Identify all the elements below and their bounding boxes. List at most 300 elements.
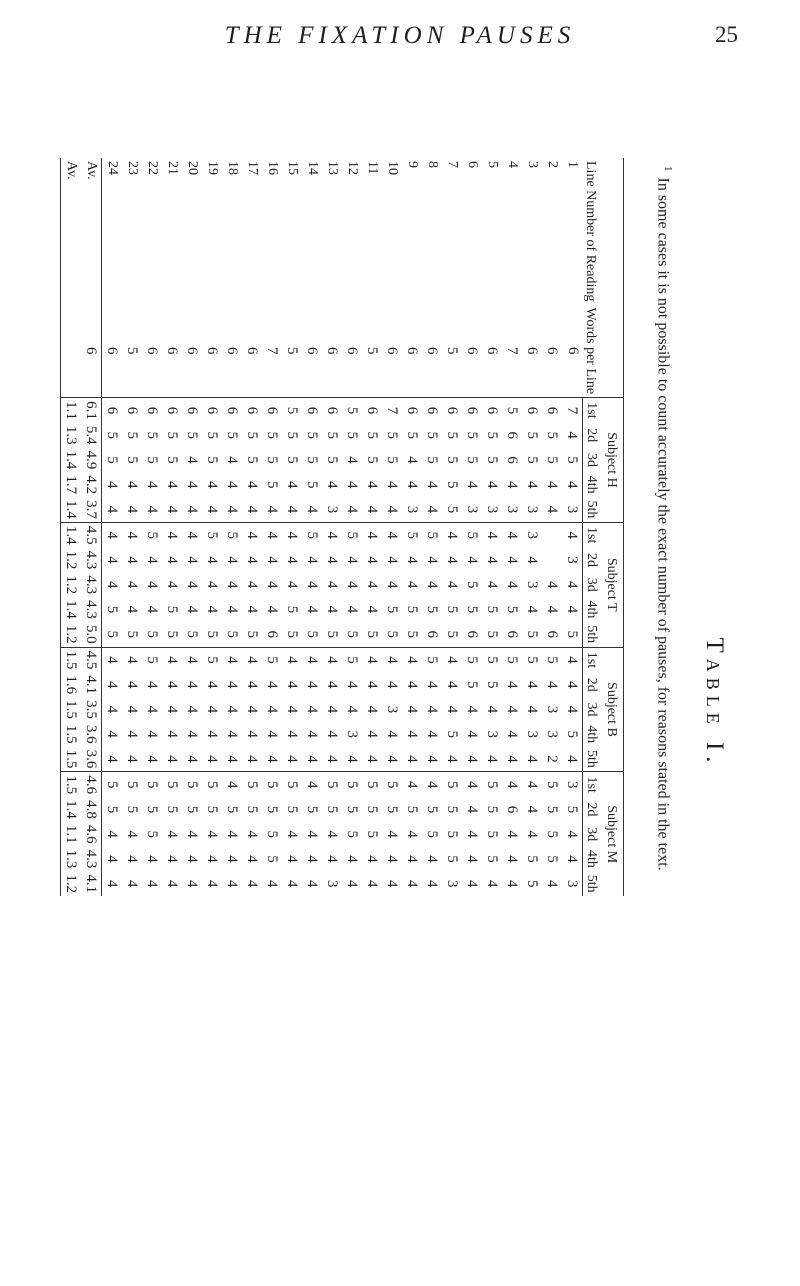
pause-count: 4: [444, 755, 461, 763]
line-number: 21: [165, 161, 180, 175]
pause-count: 6: [122, 398, 142, 423]
line-number: 17: [245, 161, 260, 175]
col-header-reading: 1st: [583, 647, 604, 672]
words-per-line: 6: [144, 346, 161, 355]
pause-count: 5: [464, 680, 481, 689]
pause-count: 5: [284, 431, 301, 439]
pause-count: 4: [124, 855, 141, 863]
pause-count: 4: [284, 580, 301, 589]
pause-count: 5: [524, 456, 541, 464]
pause-count: 4: [224, 505, 241, 514]
pause-count: 5: [244, 630, 261, 638]
average-value: 4.2: [81, 472, 102, 497]
pause-count: 4: [504, 730, 521, 738]
words-per-line: 6: [484, 346, 501, 355]
pause-count: 4: [302, 772, 322, 797]
pause-count: 5: [564, 456, 581, 464]
pause-count: 4: [324, 580, 341, 589]
pause-count: 5: [284, 630, 301, 638]
line-number: 22: [145, 161, 160, 175]
pause-count: 5: [462, 647, 482, 672]
pause-count: 4: [564, 580, 581, 589]
pause-count: 4: [364, 480, 381, 489]
pause-count: 5: [124, 630, 141, 638]
pause-count: 4: [344, 879, 361, 888]
pause-count: 4: [544, 680, 561, 689]
pause-count: 4: [344, 855, 361, 863]
pause-count: 4: [504, 480, 521, 489]
pause-count: 4: [424, 879, 441, 888]
pause-count: 5: [242, 772, 262, 797]
pause-count: 5: [104, 605, 121, 614]
pause-count: 4: [204, 605, 221, 614]
words-per-line: 7: [264, 346, 281, 355]
pause-count: 5: [144, 630, 161, 638]
pause-count: 4: [324, 605, 341, 614]
pause-count: 4: [424, 480, 441, 489]
col-header-subject: Subject H: [603, 398, 624, 523]
pause-count: 6: [504, 456, 521, 464]
col-header-words: Words per Line: [583, 304, 624, 397]
pause-count: 4: [404, 705, 421, 714]
average-value: 1.2: [61, 871, 82, 896]
pause-count: 4: [124, 705, 141, 714]
pause-count: 6: [504, 805, 521, 814]
pause-count: 4: [502, 772, 522, 797]
pause-count: 5: [384, 456, 401, 464]
pause-count: 5: [544, 431, 561, 439]
pause-count: 4: [124, 480, 141, 489]
pause-count: 5: [264, 456, 281, 464]
pause-count: 4: [364, 505, 381, 514]
pause-count: 3: [524, 505, 541, 514]
pause-count: 4: [424, 755, 441, 763]
col-header-subject: Subject T: [603, 522, 624, 647]
pause-count: 4: [524, 605, 541, 614]
pause-count: 4: [482, 522, 502, 547]
average-value: 3.6: [81, 747, 102, 772]
pause-count: 4: [384, 755, 401, 763]
pause-count: 4: [564, 480, 581, 489]
pause-count: 6: [422, 398, 442, 423]
pause-count: 4: [264, 730, 281, 738]
pause-count: 5: [342, 398, 362, 423]
pause-count: 6: [264, 630, 281, 638]
pause-count: 4: [364, 705, 381, 714]
pause-count: 4: [324, 680, 341, 689]
pause-count: 4: [224, 456, 241, 464]
pause-count: 5: [384, 431, 401, 439]
pause-count: 5: [202, 772, 222, 797]
pause-count: 6: [222, 398, 242, 423]
pause-count: 4: [162, 647, 182, 672]
pause-count: 5: [424, 456, 441, 464]
header-row-subjects: [603, 158, 624, 896]
words-per-line: 6: [464, 346, 481, 355]
table-row: [422, 158, 442, 896]
col-header-reading: 3d: [583, 572, 604, 597]
words-per-line: 6: [164, 346, 181, 355]
pause-count: 3: [544, 730, 561, 738]
pause-count: 3: [564, 556, 581, 564]
pause-count: 5: [424, 830, 441, 838]
pause-count: 4: [224, 580, 241, 589]
line-number: 15: [285, 161, 300, 175]
pause-count: 5: [124, 456, 141, 464]
pause-count: 4: [364, 556, 381, 564]
pause-count: 4: [362, 522, 382, 547]
pause-count: 5: [524, 630, 541, 638]
pause-count: 4: [262, 522, 282, 547]
table-caption: Table I.: [701, 637, 728, 769]
pause-count: 5: [404, 805, 421, 814]
pause-count: 5: [482, 772, 502, 797]
pause-count: 5: [202, 647, 222, 672]
pause-count: 5: [464, 580, 481, 589]
pause-count: 6: [242, 398, 262, 423]
pause-count: 4: [284, 480, 301, 489]
col-header-reading: 1st: [583, 398, 604, 423]
pause-count: 6: [542, 398, 562, 423]
pause-count: 4: [324, 855, 341, 863]
pause-count: 4: [264, 605, 281, 614]
pause-count: [542, 548, 562, 573]
pause-count: 4: [164, 505, 181, 514]
pause-count: 4: [104, 755, 121, 763]
pause-count: 5: [424, 605, 441, 614]
pause-count: 5: [484, 431, 501, 439]
col-header-subject: Subject B: [603, 647, 624, 772]
pause-count: 4: [404, 480, 421, 489]
pause-count: 4: [524, 480, 541, 489]
pause-count: 5: [464, 456, 481, 464]
pause-count: 4: [344, 480, 361, 489]
col-header-reading: 1st: [583, 522, 604, 547]
pause-count: 5: [342, 647, 362, 672]
pause-count: 5: [384, 630, 401, 638]
words-per-line: 6: [524, 346, 541, 355]
pause-count: 5: [304, 456, 321, 464]
pause-count: 4: [464, 556, 481, 564]
words-per-line: 5: [124, 346, 141, 355]
pause-count: 4: [364, 879, 381, 888]
pause-count: 5: [304, 431, 321, 439]
pause-count: 4: [322, 647, 342, 672]
average-value: 1.4: [61, 497, 82, 522]
pause-count: 4: [344, 456, 361, 464]
average-value: 4.3: [81, 597, 102, 622]
pause-count: 4: [104, 705, 121, 714]
pause-count: 4: [424, 730, 441, 738]
average-value: 1.5: [61, 722, 82, 747]
pause-count: 7: [562, 398, 583, 423]
pause-count: 5: [304, 805, 321, 814]
line-number: 18: [225, 161, 240, 175]
pause-count: 4: [182, 522, 202, 547]
pause-count: 4: [304, 755, 321, 763]
line-number: 8: [425, 161, 440, 168]
pause-count: 5: [524, 855, 541, 863]
line-number: 16: [265, 161, 280, 175]
pause-count: 5: [164, 456, 181, 464]
average-value: 4.8: [81, 797, 102, 822]
pause-count: 3: [522, 522, 542, 547]
average-value: 3.6: [81, 722, 102, 747]
pause-count: 4: [384, 730, 401, 738]
table-footnote: [653, 166, 678, 1246]
line-number: 12: [345, 161, 360, 175]
pause-count: 3: [562, 772, 583, 797]
average-value: 1.4: [61, 797, 82, 822]
pause-count: 5: [524, 879, 541, 888]
pause-count: 4: [284, 705, 301, 714]
pause-count: 4: [484, 580, 501, 589]
pause-count: 4: [404, 730, 421, 738]
pause-count: 5: [264, 431, 281, 439]
pause-count: 4: [304, 879, 321, 888]
table-row: [522, 158, 542, 896]
pause-count: 5: [484, 630, 501, 638]
table-row: [362, 158, 382, 896]
average-value: 1.4: [61, 448, 82, 473]
pause-count: 4: [104, 830, 121, 838]
pause-count: 5: [424, 805, 441, 814]
pause-count: 4: [284, 730, 301, 738]
pause-count: 4: [404, 755, 421, 763]
pause-count: 4: [204, 755, 221, 763]
pause-count: 4: [404, 456, 421, 464]
pause-count: 4: [264, 680, 281, 689]
pause-count: 4: [144, 480, 161, 489]
average-value: 4.5: [81, 522, 102, 547]
pause-count: 3: [444, 879, 461, 888]
pause-count: 5: [224, 805, 241, 814]
pause-count: 5: [502, 647, 522, 672]
table-body: [61, 158, 583, 896]
pause-count: 6: [504, 431, 521, 439]
pause-count: 6: [302, 398, 322, 423]
col-header-reading: 5th: [583, 622, 604, 647]
pause-count: 4: [104, 480, 121, 489]
pause-count: 4: [224, 730, 241, 738]
col-header-reading: 3d: [583, 697, 604, 722]
pause-count: 6: [102, 398, 123, 423]
pause-count: 4: [324, 556, 341, 564]
pause-count: 4: [384, 680, 401, 689]
pause-count: 4: [464, 755, 481, 763]
pause-count: 4: [484, 755, 501, 763]
pause-count: 4: [164, 580, 181, 589]
pause-count: 4: [564, 830, 581, 838]
pause-count: 5: [444, 431, 461, 439]
col-header-reading: 5th: [583, 747, 604, 772]
pause-count: 4: [522, 772, 542, 797]
pause-count: 4: [124, 580, 141, 589]
words-per-line: 6: [404, 346, 421, 355]
pause-count: 5: [204, 456, 221, 464]
pause-count: 4: [484, 879, 501, 888]
average-value: 4.3: [81, 847, 102, 872]
pause-count: 4: [164, 730, 181, 738]
pause-count: 4: [564, 705, 581, 714]
col-header-reading: 4th: [583, 847, 604, 872]
pause-count: 6: [142, 398, 162, 423]
pause-count: 5: [484, 605, 501, 614]
pause-count: 5: [264, 830, 281, 838]
words-per-line: 6: [244, 346, 261, 355]
pause-count: 5: [224, 630, 241, 638]
pause-count: 3: [544, 705, 561, 714]
pause-count: 4: [504, 580, 521, 589]
pause-count: 4: [504, 755, 521, 763]
pause-count: 5: [264, 480, 281, 489]
pause-count: 5: [462, 522, 482, 547]
pause-count: 4: [104, 730, 121, 738]
pause-count: 5: [282, 398, 302, 423]
words-per-line: 6: [324, 346, 341, 355]
page-header: [0, 0, 800, 140]
pause-count: 5: [284, 456, 301, 464]
pause-count: 4: [204, 830, 221, 838]
col-header-reading: 3d: [583, 822, 604, 847]
pause-count: 5: [142, 647, 162, 672]
pause-count: 4: [122, 522, 142, 547]
pause-count: 5: [104, 630, 121, 638]
pause-count: 4: [404, 879, 421, 888]
pause-count: 5: [444, 605, 461, 614]
pause-count: 4: [144, 605, 161, 614]
table-row: [202, 158, 222, 896]
pause-count: 4: [304, 730, 321, 738]
pause-count: 4: [284, 879, 301, 888]
pause-count: 4: [362, 647, 382, 672]
pause-count: 4: [184, 680, 201, 689]
pause-count: 5: [282, 772, 302, 797]
table-row: [402, 158, 422, 896]
average-value: 5.4: [81, 423, 102, 448]
pause-count: 5: [542, 772, 562, 797]
pause-count: 4: [244, 580, 261, 589]
pause-count: 4: [404, 556, 421, 564]
table-row: [142, 158, 162, 896]
footnote-mark: 1: [662, 166, 674, 172]
table-row: [442, 158, 462, 896]
pause-count: 4: [444, 556, 461, 564]
pause-count: 4: [402, 772, 422, 797]
words-per-line: 6: [384, 346, 401, 355]
pause-count: 4: [244, 556, 261, 564]
pause-count: 4: [144, 556, 161, 564]
pause-count: 4: [224, 830, 241, 838]
pause-count: 4: [322, 522, 342, 547]
pause-count: 4: [184, 730, 201, 738]
pause-count: 4: [284, 505, 301, 514]
pause-count: 4: [424, 705, 441, 714]
pause-count: 4: [424, 556, 441, 564]
pause-count: 5: [304, 630, 321, 638]
pause-count: 4: [304, 680, 321, 689]
table-row: [342, 158, 362, 896]
pause-count: 4: [124, 505, 141, 514]
average-words: [61, 304, 82, 397]
pause-count: 4: [504, 855, 521, 863]
pause-count: 4: [284, 556, 301, 564]
pause-count: 4: [344, 580, 361, 589]
pause-count: 4: [144, 755, 161, 763]
pause-count: 4: [244, 480, 261, 489]
average-value: 4.9: [81, 448, 102, 473]
words-per-line: 6: [424, 346, 441, 355]
pause-count: 5: [344, 830, 361, 838]
pause-count: 3: [324, 505, 341, 514]
col-header-reading: 2d: [583, 797, 604, 822]
pause-count: 4: [144, 505, 161, 514]
pause-count: 4: [382, 647, 402, 672]
pause-count: 4: [224, 855, 241, 863]
average-value: 4.6: [81, 772, 102, 797]
pause-count: 5: [444, 830, 461, 838]
pause-count: 4: [364, 680, 381, 689]
col-header-line: Line Number of Reading: [583, 158, 624, 304]
pause-count: 4: [484, 556, 501, 564]
pause-count: 5: [284, 605, 301, 614]
pause-count: 4: [244, 605, 261, 614]
average-label: Av.: [61, 158, 82, 304]
pause-count: 4: [384, 580, 401, 589]
average-value: 4.1: [81, 672, 102, 697]
words-per-line: 6: [204, 346, 221, 355]
words-per-line: 5: [284, 346, 301, 355]
average-value: 1.5: [61, 697, 82, 722]
pause-count: 3: [564, 505, 581, 514]
pause-count: 4: [222, 772, 242, 797]
pause-count: 4: [144, 705, 161, 714]
average-value: 1.2: [61, 572, 82, 597]
pause-count: 5: [104, 805, 121, 814]
pause-count: 5: [342, 522, 362, 547]
pause-count: 4: [104, 680, 121, 689]
pause-count: 4: [184, 830, 201, 838]
pause-count: 4: [264, 505, 281, 514]
pause-count: 5: [144, 431, 161, 439]
pause-count: 5: [162, 772, 182, 797]
pause-count: 5: [344, 630, 361, 638]
pause-count: 4: [104, 556, 121, 564]
average-value: 1.2: [61, 548, 82, 573]
pause-count: 4: [344, 556, 361, 564]
pause-count: 4: [524, 805, 541, 814]
pause-count: 4: [124, 605, 141, 614]
pause-count: 4: [282, 522, 302, 547]
pause-count: 5: [444, 480, 461, 489]
pause-count: 4: [284, 680, 301, 689]
pause-count: 4: [344, 755, 361, 763]
pause-count: 4: [242, 522, 262, 547]
table-row: [262, 158, 282, 896]
table-row: [222, 158, 242, 896]
pause-count: 4: [422, 772, 442, 797]
col-header-reading: 5th: [583, 497, 604, 522]
pause-count: 4: [264, 705, 281, 714]
pause-count: 4: [564, 855, 581, 863]
pause-count: 5: [202, 522, 222, 547]
pause-count: 5: [262, 647, 282, 672]
pause-count: 6: [462, 398, 482, 423]
table-row: [162, 158, 182, 896]
pause-count: 4: [384, 556, 401, 564]
pause-count: 5: [484, 456, 501, 464]
average-value: 4.1: [81, 871, 102, 896]
